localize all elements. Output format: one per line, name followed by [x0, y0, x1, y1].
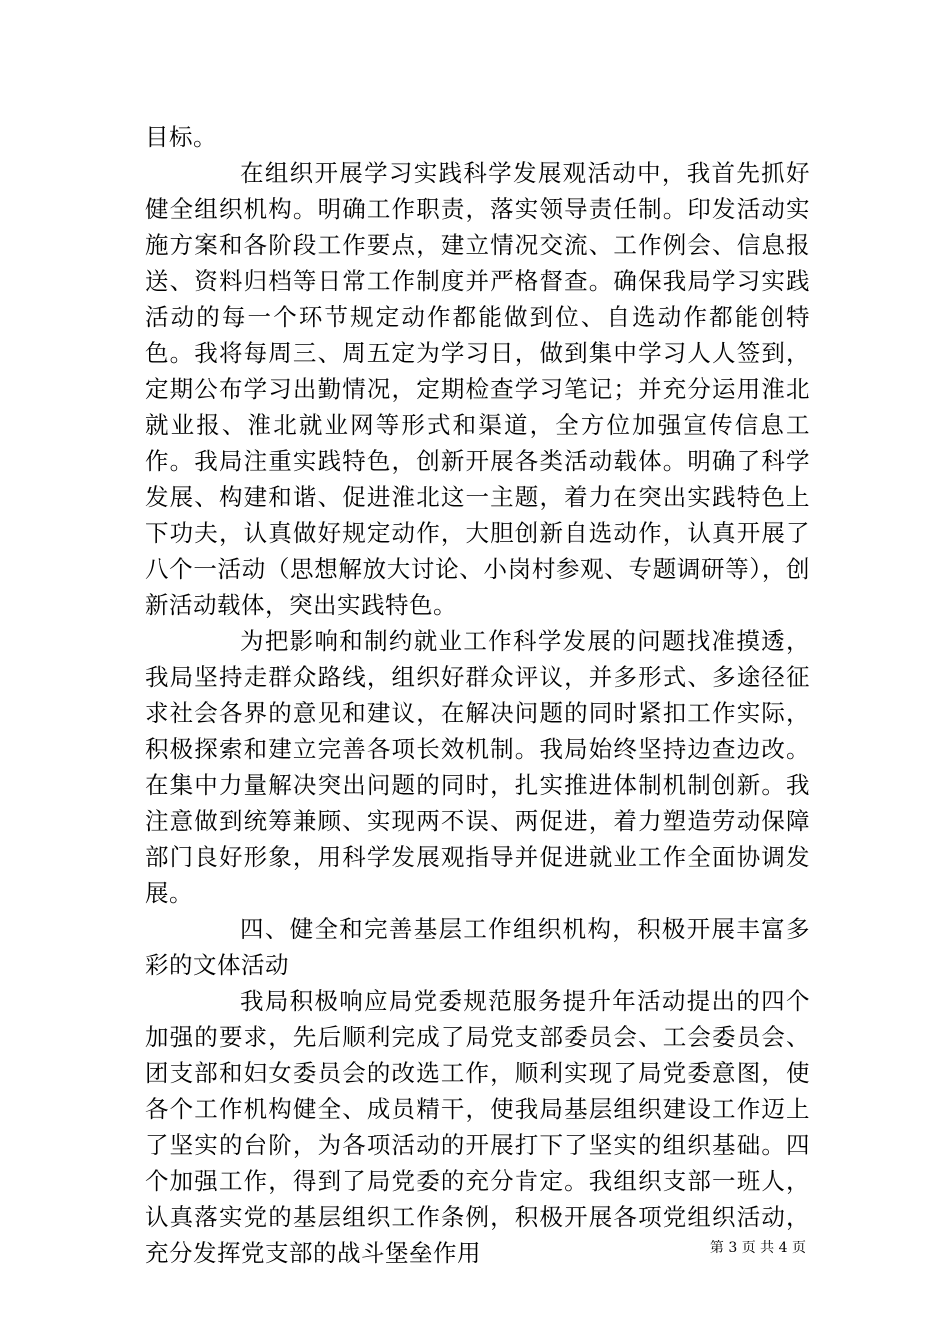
- section-heading-four: 四、健全和完善基层工作组织机构，积极开展丰富多彩的文体活动: [145, 915, 810, 979]
- paragraph-grassroots-organization: 我局积极响应局党委规范服务提升年活动提出的四个加强的要求，先后顺利完成了局党支部委员会、工会委员会、团支部和妇女委员会的改选工作，顺利实现了局党委意图，使各个工作机构健全、成员精干，使我局基层组织建设工作迈上了坚实的台阶，为各项活动的开展打下了坚实的组织基础。四个加强工作，得到了局党委的充分肯定。我组织支部一班人，认真落实党的基层组织工作条例，积极开展各项党组织活动，充分发挥党支部的战斗堡垒作用: [145, 987, 810, 1267]
- body-text: [145, 119, 810, 1271]
- paragraph-continuation: 目标。: [145, 123, 217, 151]
- page-number-footer: 第 3 页 共 4 页: [709, 1240, 806, 1256]
- paragraph-learning-practice: 在组织开展学习实践科学发展观活动中，我首先抓好健全组织机构。明确工作职责，落实领导责任制。印发活动实施方案和各阶段工作要点，建立情况交流、工作例会、信息报送、资料归档等日常工作制度并严格督查。确保我局学习实践活动的每一个环节规定动作都能做到位、自选动作都能创特色。我将每周三、周五定为学习日，做到集中学习人人签到，定期公布学习出勤情况，定期检查学习笔记；并充分运用淮北就业报、淮北就业网等形式和渠道，全方位加强宣传信息工作。我局注重实践特色，创新开展各类活动载体。明确了科学发展、构建和谐、促进淮北这一主题，着力在突出实践特色上下功夫，认真做好规定动作，大胆创新自选动作，认真开展了八个一活动（思想解放大讨论、小岗村参观、专题调研等），创新活动载体，突出实践特色。: [145, 159, 810, 619]
- paragraph-mass-line: 为把影响和制约就业工作科学发展的问题找准摸透，我局坚持走群众路线，组织好群众评议，并多形式、多途径征求社会各界的意见和建议，在解决问题的同时紧扣工作实际，积极探索和建立完善各项长效机制。我局始终坚持边查边改。在集中力量解决突出问题的同时，扎实推进体制机制创新。我注意做到统筹兼顾、实现两不误、两促进，着力塑造劳动保障部门良好形象，用科学发展观指导并促进就业工作全面协调发展。: [145, 627, 810, 907]
